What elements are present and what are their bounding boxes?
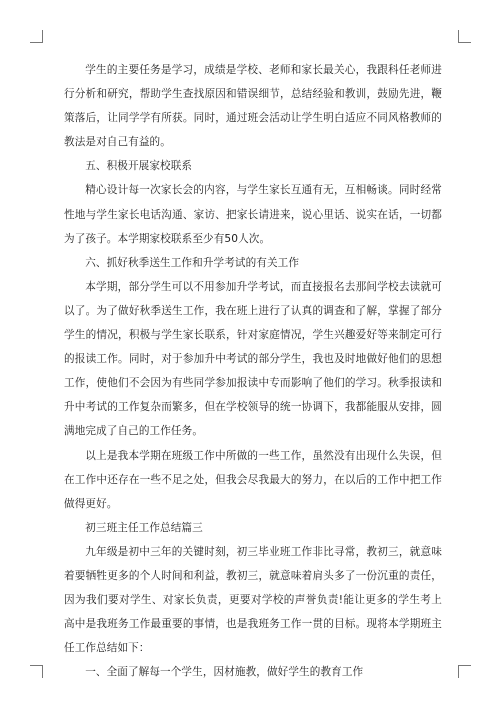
- crop-mark-bottom-left: [30, 665, 43, 678]
- document-body: [64, 58, 442, 684]
- section-heading-autumn-enrollment: 六、抓好秋季送生工作和升学考试的有关工作: [85, 256, 300, 269]
- crop-mark-bottom-right: [458, 665, 471, 678]
- article-heading-part-three: 初三班主任工作总结篇三: [85, 521, 203, 534]
- paragraph-study-tasks: 学生的主要任务是学习，成绩是学校、老师和家长最关心，我跟科任老师进行分析和研究，帮助学生查找原因和错误细节，总结经验和教训，鼓励先进，鞭策落后，让同学学有所获。同时，通过班会活动让学生明白适应不同风格教师的教法是对自己有益的。: [64, 64, 442, 149]
- paragraph-parent-meetings: 精心设计每一次家长会的内容，与学生家长互通有无，互相畅谈。同时经常性地与学生家长电话沟通、家访、把家长请进来，说心里话、说实在话，一切都为了孩子。本学期家校联系至少有50人次。: [64, 184, 442, 245]
- section-heading-know-every-student: 一、全面了解每一个学生，因材施教，做好学生的教育工作: [85, 666, 364, 679]
- section-heading-home-school: 五、积极开展家校联系: [85, 160, 193, 173]
- paragraph-grade-nine-intro: 九年级是初中三年的关键时刻，初三毕业班工作非比寻常，教初三，就意味着要牺牲更多的个人时间和利益，教初三，就意味着肩头多了一份沉重的责任，因为我们要对学生、对家长负责，更要对学校的声誉负责!能让更多的学生考上高中是我班务工作最重要的事情，也是我班务工作一贯的目标。现将本学期班主任工作总结如下：: [64, 545, 442, 655]
- crop-mark-top-right: [458, 30, 471, 43]
- paragraph-enrollment-work: 本学期，部分学生可以不用参加升学考试，而直接报名去那间学校去读就可以了。为了做好秋季送生工作，我在班上进行了认真的调查和了解，掌握了部分学生的情况，积极与学生家长联系，针对家庭情况，学生兴趣爱好等来制定可行的报读工作。同时，对于参加升中考试的部分学生，我也及时地做好他们的思想工作，使他们不会因为有些同学参加报读中专而影响了他们的学习。秋季报读和升中考试的工作复杂而繁多，但在学校领导的统一协调下，我都能服从安排，圆满地完成了自己的工作任务。: [64, 280, 442, 438]
- crop-mark-top-left: [30, 30, 43, 43]
- paragraph-semester-summary: 以上是我本学期在班级工作中所做的一些工作，虽然没有出现什么失误，但在工作中还存在一些不足之处，但我会尽我最大的努力，在以后的工作中把工作做得更好。: [64, 449, 442, 510]
